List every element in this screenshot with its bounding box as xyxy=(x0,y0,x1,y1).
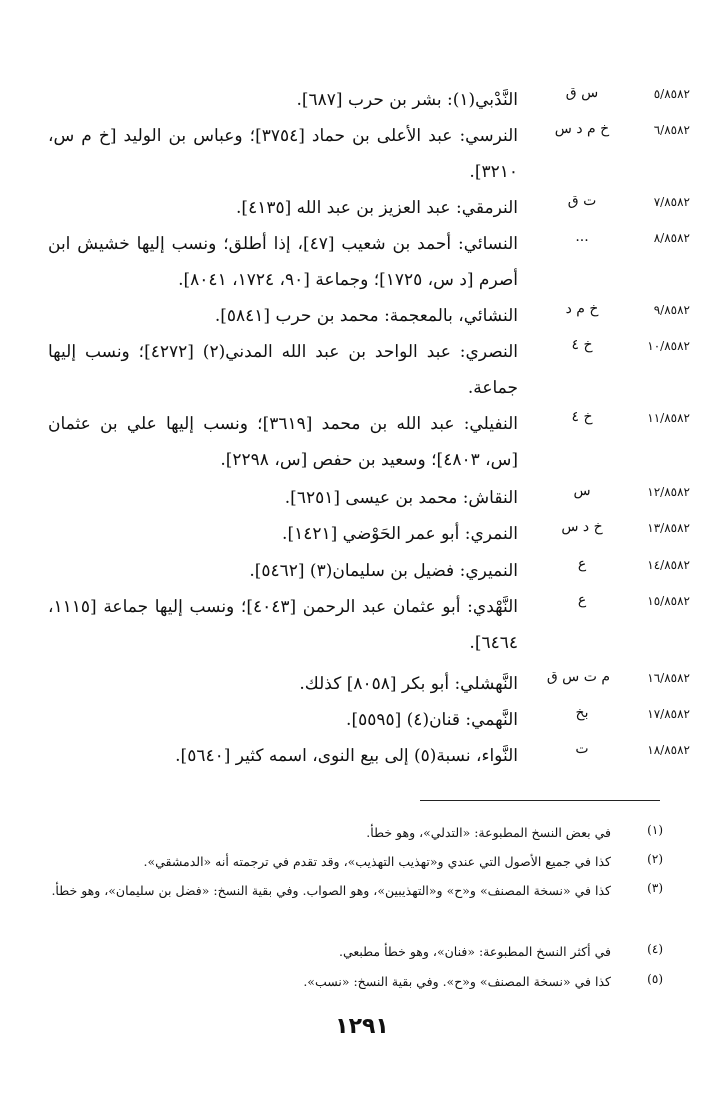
footnote-text: كذا في «نسخة المصنف» و«ح». وفي بقية النسخ: «نسب». xyxy=(303,974,611,989)
entry-text: النسائي: أحمد بن شعيب [٤٧]، إذا أطلق؛ ونسب إليها خشيش ابن أصرم [د س، ١٧٢٥]؛ وجماعة [٩٠، ١٧٢٤، ٨٠٤١]. xyxy=(48,234,518,290)
entry-code: خ م د xyxy=(565,301,599,317)
entry-number: ٩/٨٥٨٢ xyxy=(653,303,690,317)
entry-text: النشائي، بالمعجمة: محمد بن حرب [٥٨٤١]. xyxy=(214,306,518,326)
entry-7 xyxy=(30,190,690,226)
entry-number: ١٨/٨٥٨٢ xyxy=(647,743,690,757)
entry-code: خ ٤ xyxy=(571,337,593,353)
entry-code: س ق xyxy=(565,85,599,101)
entry-13 xyxy=(30,516,690,552)
entry-text: النفيلي: عبد الله بن محمد [٣٦١٩]؛ ونسب إليها علي بن عثمان [س، ٤٨٠٣]؛ وسعيد بن حفص [س، ٢٢٩٨]. xyxy=(48,414,518,470)
entry-number: ١٤/٨٥٨٢ xyxy=(647,558,690,572)
entry-6 xyxy=(30,118,690,190)
entry-12 xyxy=(30,480,690,516)
entry-text: النميري: فضيل بن سليمان(٣) [٥٤٦٢]. xyxy=(249,561,518,581)
entry-number: ١٥/٨٥٨٢ xyxy=(647,594,690,608)
entry-number: ١٦/٨٥٨٢ xyxy=(647,671,690,685)
entry-code: خ د س xyxy=(561,519,603,535)
entry-code: ت ق xyxy=(567,193,597,209)
entry-code: ... xyxy=(575,229,589,245)
entry-15 xyxy=(30,589,690,661)
footnote-number: (٣) xyxy=(647,881,663,895)
footnote-4 xyxy=(63,937,663,966)
entry-number: ٥/٨٥٨٢ xyxy=(653,87,690,101)
entry-text: النرسي: عبد الأعلى بن حماد [٣٧٥٤]؛ وعباس بن الوليد [خ م س، ٣٢١٠]. xyxy=(48,126,518,182)
entry-code: ع xyxy=(577,592,587,608)
entry-10 xyxy=(30,334,690,406)
entry-number: ١٠/٨٥٨٢ xyxy=(647,339,690,353)
footnote-text: كذا في جميع الأصول التي عندي و«تهذيب التهذيب»، وقد تقدم في ترجمته أنه «الدمشقي». xyxy=(143,854,611,869)
entry-code: خ م د س xyxy=(554,121,610,137)
entry-text: النَّهْدي: أبو عثمان عبد الرحمن [٤٠٤٣]؛ ونسب إليها جماعة [١١١٥، ٦٤٦٤]. xyxy=(48,597,518,653)
entry-text: النرمقي: عبد العزيز بن عبد الله [٤١٣٥]. xyxy=(236,198,518,218)
entry-code: ت xyxy=(575,741,589,757)
entry-9 xyxy=(30,298,690,334)
entry-number: ١٧/٨٥٨٢ xyxy=(647,707,690,721)
entry-code: بخ xyxy=(575,705,589,721)
entry-code: م ت س ق xyxy=(546,669,610,685)
entry-18 xyxy=(30,738,690,774)
footnote-number: (١) xyxy=(647,823,663,837)
entry-code: ع xyxy=(577,556,587,572)
page-number: ١٢٩١ xyxy=(335,1014,389,1039)
footnote-5 xyxy=(63,967,663,996)
footnote-number: (٢) xyxy=(647,852,663,866)
entry-number: ٨/٨٥٨٢ xyxy=(653,231,690,245)
entry-number: ٧/٨٥٨٢ xyxy=(653,195,690,209)
entry-number: ١٢/٨٥٨٢ xyxy=(647,485,690,499)
footnote-divider xyxy=(420,800,660,801)
footnote-text: في أكثر النسخ المطبوعة: «فنان»، وهو خطأ مطبعي. xyxy=(338,944,611,959)
entry-code: س xyxy=(573,483,591,499)
entry-14 xyxy=(30,553,690,589)
entry-5 xyxy=(30,82,690,118)
entry-number: ٦/٨٥٨٢ xyxy=(653,123,690,137)
entry-text: النَّهمي: قنان(٤) [٥٥٩٥]. xyxy=(346,710,518,730)
footnote-number: (٤) xyxy=(647,942,663,956)
footnote-text: في بعض النسخ المطبوعة: «التدلي»، وهو خطأ. xyxy=(366,825,611,840)
footnote-2 xyxy=(63,847,663,876)
entry-number: ١٣/٨٥٨٢ xyxy=(647,521,690,535)
entry-text: النقاش: محمد بن عيسى [٦٢٥١]. xyxy=(284,488,518,508)
entry-number: ١١/٨٥٨٢ xyxy=(647,411,690,425)
entry-text: النَّدْبي(١): بشر بن حرب [٦٨٧]. xyxy=(296,90,518,110)
footnote-number: (٥) xyxy=(647,972,663,986)
entry-11 xyxy=(30,406,690,478)
footnote-1 xyxy=(63,818,663,847)
entry-text: النصري: عبد الواحد بن عبد الله المدني(٢) [٤٢٧٢]؛ ونسب إليها جماعة. xyxy=(48,342,518,398)
entry-8 xyxy=(30,226,690,298)
footnote-text: كذا في «نسخة المصنف» و«ح» و«التهذيبين»، وهو الصواب. وفي بقية النسخ: «فضل بن سليمان»، وهو خطأ. xyxy=(51,883,611,898)
entry-17 xyxy=(30,702,690,738)
entry-text: النَّهشلي: أبو بكر [٨٠٥٨] كذلك. xyxy=(299,674,518,694)
entry-code: خ ٤ xyxy=(571,409,593,425)
entry-16 xyxy=(30,666,690,702)
footnote-3 xyxy=(51,876,663,934)
entry-text: النَّواء، نسبة(٥) إلى بيع النوى، اسمه كثير [٥٦٤٠]. xyxy=(175,746,518,766)
entry-text: النمري: أبو عمر الحَوْضي [١٤٢١]. xyxy=(282,524,518,544)
